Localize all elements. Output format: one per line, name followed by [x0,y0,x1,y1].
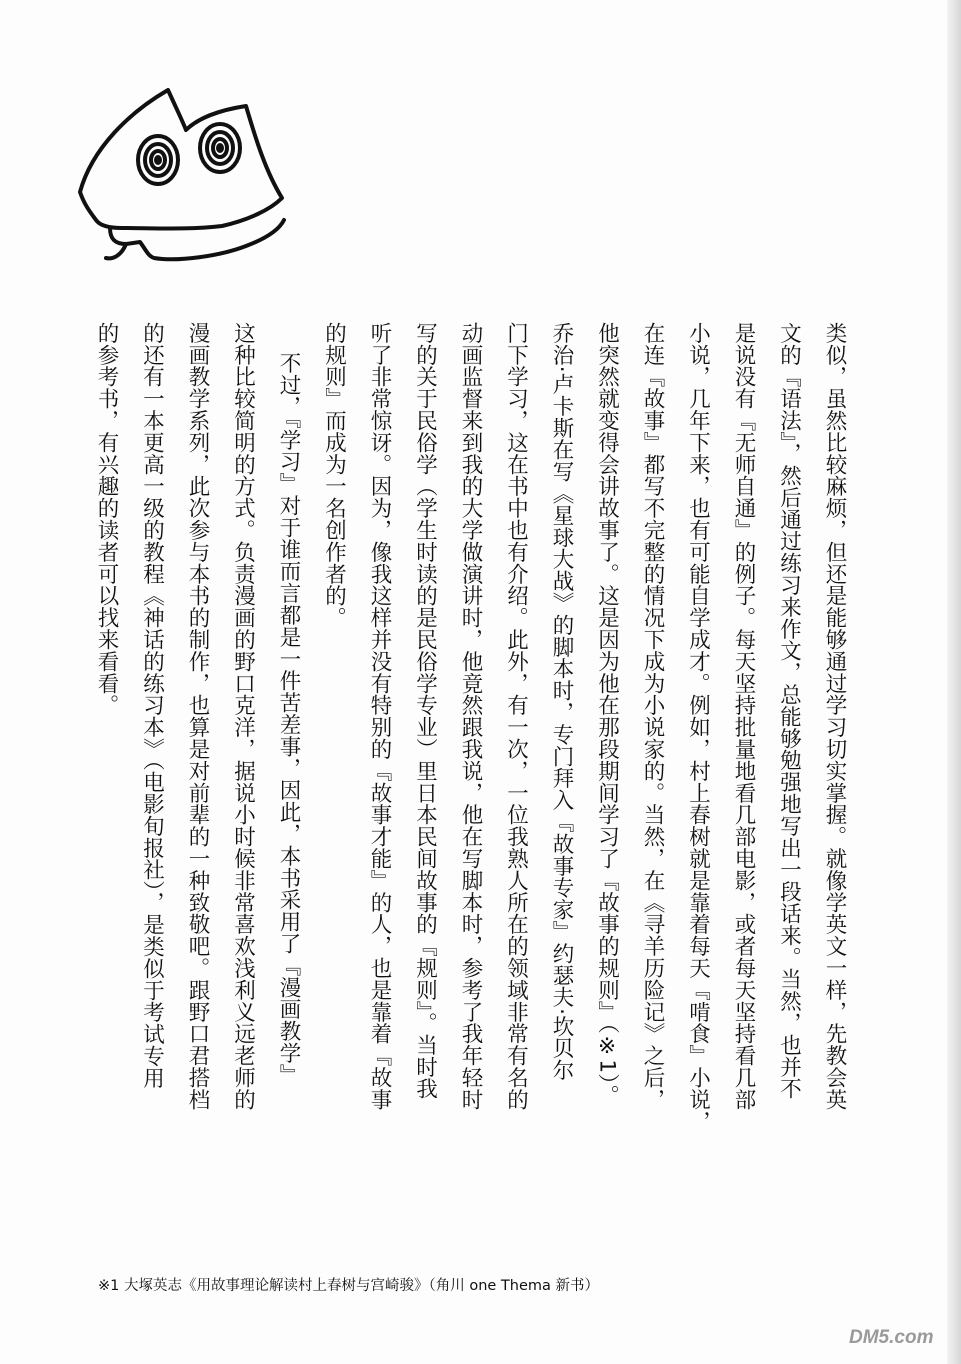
site-watermark-logo [847,1322,947,1350]
text-column: 听了非常惊讶。因为，像我这样并没有特别的『故事才能』的人，也是靠着『故事 [367,322,392,1111]
text-column: 写的关于民俗学（学生时读的是民俗学专业）里日本民间故事的『规则』。当时我 [412,322,438,1100]
text-column: 门下学习，这在书中也有介绍。此外，有一次，一位我熟人所在的领域非常有名的 [503,322,529,1111]
text-column: 漫画教学系列，此次参与本书的制作，也算是对前辈的一种致敬吧。跟野口君搭档 [185,322,210,1111]
text-column: 的规则』而成为一名创作者的。 [321,322,347,629]
cartoon-blob-creature-icon [70,60,300,280]
page-binding-edge [947,0,961,1364]
vertical-body-text [84,322,858,1282]
text-column: 文的『语法』，然后通过练习来作文，总能够勉强地写出一段话来。当然，也并不 [776,322,802,1100]
text-column: 他突然就变得会讲故事了。这是因为他在那段期间学习了『故事的规则』（※1）。 [594,322,620,1107]
text-column: 这种比较简明的方式。负责漫画的野口克洋，据说小时候非常喜欢浅利义远老师的 [230,322,256,1111]
text-column: 小说，几年下来，也有可能自学成才。例如，村上春树就是靠着每天『啃食』小说， [685,322,711,1133]
text-column: 是说没有『无师自通』的例子。每天坚持批量地看几部电影，或者每天坚持看几部 [731,322,756,1111]
text-column: 类似，虽然比较麻烦，但还是能够通过学习切实掌握。就像学英文一样，先教会英 [822,322,847,1111]
text-column: 乔治·卢卡斯在写《星球大战》的脚本时，专门拜入『故事专家』约瑟夫·坎贝尔 [549,322,574,1082]
text-column: 的参考书，有兴趣的读者可以找来看看。 [94,322,119,717]
text-column: 的还有一本更高一级的教程《神话的练习本》（电影旬报社），是类似于考试专用 [139,322,165,1089]
text-column: 在连『故事』都写不完整的情况下成为小说家的。当然，在《寻羊历险记》之后， [640,322,665,1111]
text-column: 动画监督来到我的大学做演讲时，他竟然跟我说，他在写脚本时，参考了我年轻时 [458,322,483,1111]
watermark-text: DM5.com [849,1327,934,1348]
text-column-paragraph-start: 不过，『学习』对于谁而言都是一件苦差事，因此，本书采用了『漫画教学』 [276,352,301,1086]
footnote: ※1 大塚英志《用故事理论解读村上春树与宫崎骏》（角川 one Thema 新书） [98,1278,600,1294]
